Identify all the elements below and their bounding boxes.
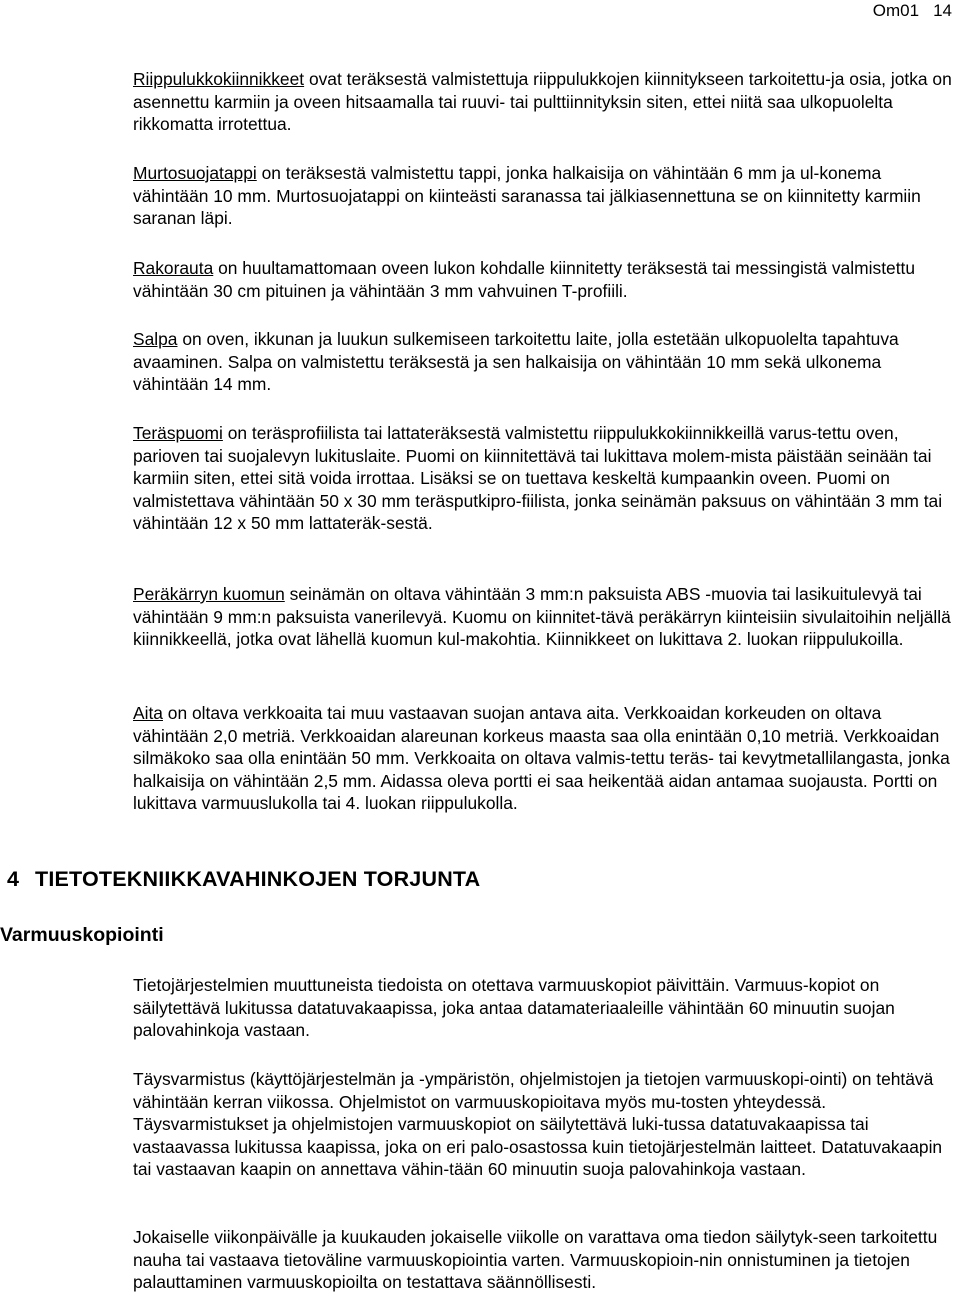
- paragraph-riippulukkokiinnikkeet: [133, 68, 958, 136]
- paragraph-rakorauta: [133, 257, 958, 302]
- section-number: 4: [7, 867, 20, 891]
- term-salpa: Salpa: [133, 329, 178, 349]
- term-rakorauta: Rakorauta: [133, 258, 214, 278]
- paragraph-text: on huultamattomaan oveen lukon kohdalle kiinnitetty teräksestä tai messingistä valmistettu vähintään 30 cm pituinen ja vähintään 3 mm vahvuinen T-profiili.: [133, 258, 916, 301]
- term-perakarryn-kuomun: Peräkärryn kuomun: [133, 584, 285, 604]
- term-murtosuojatappi: Murtosuojatappi: [133, 163, 257, 183]
- paragraph-taysvarmistus: Täysvarmistus (käyttöjärjestelmän ja -ympäristön, ohjelmistojen ja tietojen varmuuskopi-ointi) on tehtävä vähintään kerran viikossa. Ohjelmistot on varmuuskopioitava myös mu-tosten yhteydessä. Täysvarmistukset ja ohjelmistojen varmuuskopiot on säilytettävä luki-tussa datatuvakaapissa tai vastaavassa lukitussa kaapissa, joka on eri palo-osastossa kuin tietojärjestelmän laitteet. Datatuvakaapin tai vastaavan kaapin on annettava vähin-tään 60 minuutin suoja palovahinkoja vastaan.: [133, 1069, 943, 1179]
- paragraph-text: seinämän on oltava vähintään 3 mm:n paksuista ABS -muovia tai lasikuitulevyä tai vähintään 9 mm:n paksuista vanerilevyä. Kuomu on kiinnitet-tävä peräkärryn kiinteisiin sivulaitoihin neljällä kiinnikkeellä, jotka ovat lähellä kuomun kul-makohtia. Kiinnikkeet on lukittava 2. luokan riippulukoilla.: [133, 584, 951, 649]
- paragraph-perakarryn-kuomu: [133, 583, 958, 651]
- paragraph-text: on oltava verkkoaita tai muu vastaavan suojan antava aita. Verkkoaidan korkeuden on oltava vähintään 2,0 metriä. Verkkoaidan alareunan korkeus maasta saa olla enintään 0,10 metriä. Verkkoaidan silmäkoko saa olla enintään 50 mm. Verkkoaita on oltava valmis-tettu teräs- tai kevytmetallilangasta, jonka halkaisija on vähintään 2,5 mm. Aidassa oleva portti ei saa heikentää aidan antamaa suojausta. Portti on lukittava varmuuslukolla tai 4. luokan riippulukolla.: [133, 703, 950, 813]
- paragraph-aita: [133, 702, 958, 815]
- section-heading: [7, 866, 480, 892]
- paragraph-teraspuomi: [133, 422, 958, 535]
- document-code: Om01: [872, 1, 920, 20]
- page-number: 14: [933, 1, 952, 20]
- term-riippulukkokiinnikkeet: Riippulukkokiinnikkeet: [133, 69, 305, 89]
- term-teraspuomi: Teräspuomi: [133, 423, 223, 443]
- term-aita: Aita: [133, 703, 163, 723]
- paragraph-viikkovarmistus: Jokaiselle viikonpäivälle ja kuukauden jokaiselle viikolle on varattava oma tiedon säilytyk-seen tarkoitettu nauha tai vastaava tietoväline varmuuskopiointia varten. Varmuuskopioin-nin onnistuminen ja tietojen palauttaminen varmuuskopioilta on testattava säännöllisesti.: [133, 1227, 938, 1292]
- paragraph-text: on oven, ikkunan ja luukun sulkemiseen tarkoitettu laite, jolla estetään ulkopuolelta tapahtuva avaaminen. Salpa on valmistettu teräksestä ja sen halkaisija on vähintään 10 mm sekä ulkonema vähintään 14 mm.: [133, 329, 899, 394]
- paragraph-text: on teräsprofiilista tai lattateräksestä valmistettu riippulukkokiinnikkeillä varus-tettu oven, parioven tai suojalevyn lukituslaite. Puomi on kiinnitettävä tai lukittava molem-mista päistään seinään tai karmiin siten, ettei sitä voida irrottaa. Lisäksi se on tuettava keskeltä kumpaankin oveen. Puomi on valmistettava vähintään 50 x 30 mm teräsputkipro-fiilista, jonka seinämän paksuus on vähintään 3 mm tai vähintään 12 x 50 mm lattateräk-sestä.: [133, 423, 943, 533]
- paragraph-salpa: [133, 328, 958, 396]
- paragraph-text: on teräksestä valmistettu tappi, jonka halkaisija on vähintään 6 mm ja ul-konema vähintään 10 mm. Murtosuojatappi on kiinteästi saranassa tai jälkiasennettuna se on kiinnitetty karmiin saranan läpi.: [133, 163, 921, 228]
- subsection-heading: Varmuuskopiointi: [0, 924, 164, 946]
- page-header: [873, 0, 952, 22]
- section-title: TIETOTEKNIIKKAVAHINKOJEN TORJUNTA: [35, 867, 481, 891]
- paragraph-murtosuojatappi: [133, 162, 958, 230]
- paragraph-varmuuskopiot: Tietojärjestelmien muuttuneista tiedoista on otettava varmuuskopiot päivittäin. Varmuus-kopiot on säilytettävä lukitussa datatuvakaapissa, joka antaa datamateriaaleille vähintään 60 minuutin suojan palovahinkoja vastaan.: [133, 975, 895, 1040]
- paragraph-text: ovat teräksestä valmistettuja riippulukkojen kiinnitykseen tarkoitettu-ja osia, jotka on asennettu karmiin ja oveen hitsaamalla tai ruuvi- tai pulttiinnityksin siten, ettei niitä saa ulkopuolelta rikkomatta irrotettua.: [133, 69, 952, 134]
